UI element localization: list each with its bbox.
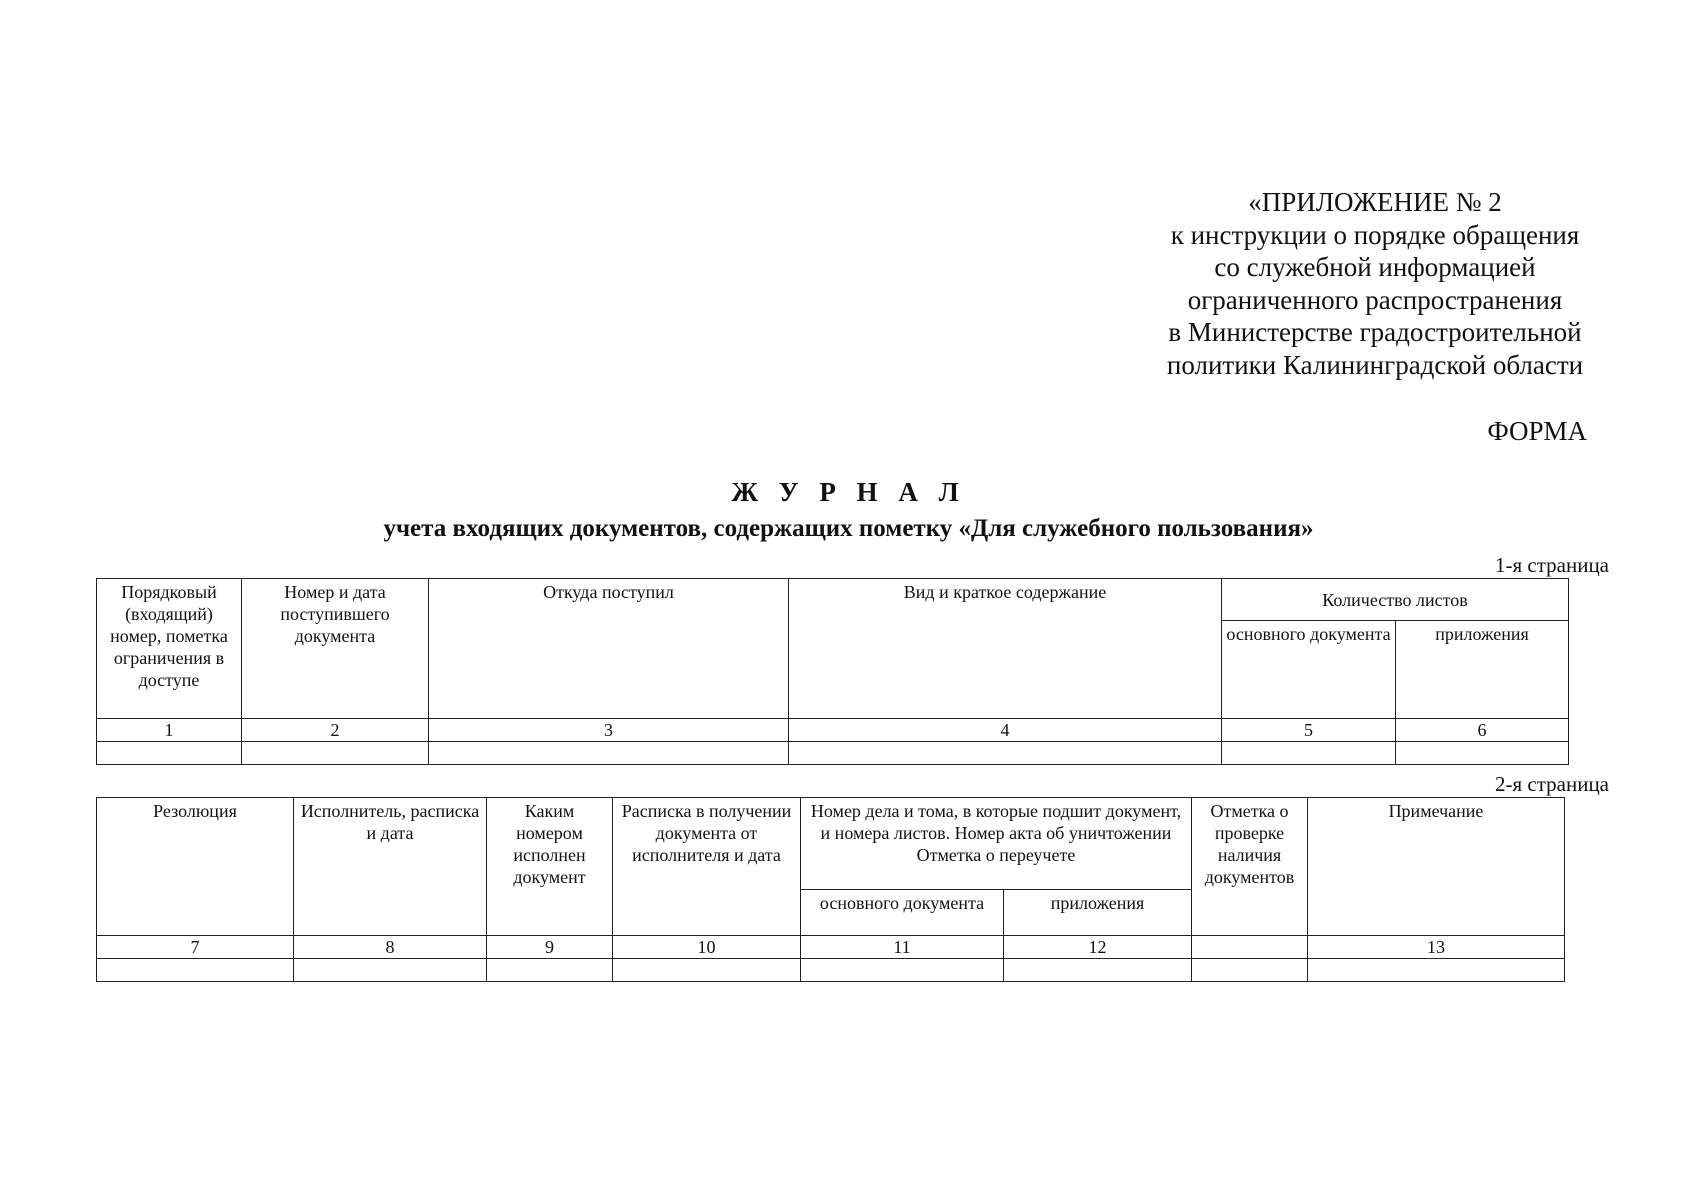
column-number: 12 bbox=[1004, 936, 1192, 959]
column-number: 9 bbox=[487, 936, 613, 959]
journal-subtitle: учета входящих документов, содержащих пометку «Для служебного пользования» bbox=[383, 515, 1314, 542]
appendix-line: к инструкции о порядке обращения bbox=[1170, 219, 1580, 250]
empty-cell bbox=[1192, 959, 1308, 982]
column-number bbox=[1192, 936, 1308, 959]
header-case-main: основного документа bbox=[801, 890, 1004, 936]
header-case-number: Номер дела и тома, в которые подшит документ, и номера листов. Номер акта об уничтожении Отметка о переучете bbox=[801, 798, 1192, 890]
column-number: 8 bbox=[294, 936, 487, 959]
column-number: 10 bbox=[613, 936, 801, 959]
page1-label: 1-я страница bbox=[1494, 553, 1609, 577]
table-row bbox=[97, 742, 1569, 765]
column-number: 7 bbox=[97, 936, 294, 959]
empty-cell bbox=[1222, 742, 1396, 765]
appendix-line: «ПРИЛОЖЕНИЕ № 2 bbox=[1248, 187, 1502, 217]
header-check-mark: Отметка о проверке наличия документов bbox=[1192, 798, 1308, 936]
appendix-line: со служебной информацией bbox=[1214, 252, 1536, 282]
column-number: 2 bbox=[242, 719, 429, 742]
column-number: 3 bbox=[429, 719, 789, 742]
header-execution-number: Каким номером исполнен документ bbox=[487, 798, 613, 936]
header-resolution: Резолюция bbox=[97, 798, 294, 936]
header-doc-number-date: Номер и дата поступившего документа bbox=[242, 579, 429, 719]
empty-cell bbox=[429, 742, 789, 765]
appendix-line: политики Калининградской области bbox=[1166, 349, 1584, 380]
empty-cell bbox=[242, 742, 429, 765]
header-note: Примечание bbox=[1308, 798, 1565, 936]
table-row bbox=[97, 959, 1565, 982]
header-case-appendix: приложения bbox=[1004, 890, 1192, 936]
empty-cell bbox=[801, 959, 1004, 982]
appendix-header bbox=[1120, 186, 1630, 381]
empty-cell bbox=[789, 742, 1222, 765]
header-sheets-appendix: приложения bbox=[1396, 621, 1569, 719]
empty-cell bbox=[1308, 959, 1565, 982]
empty-cell bbox=[613, 959, 801, 982]
column-number: 6 bbox=[1396, 719, 1569, 742]
appendix-line: в Министерстве градостроительной bbox=[1168, 317, 1582, 347]
empty-cell bbox=[487, 959, 613, 982]
empty-cell bbox=[97, 959, 294, 982]
page1-table bbox=[96, 578, 1569, 765]
column-number: 11 bbox=[801, 936, 1004, 959]
column-number: 5 bbox=[1222, 719, 1396, 742]
page2-table bbox=[96, 797, 1565, 982]
header-serial-number: Порядковый (входящий) номер, пометка ограничения в доступе bbox=[97, 579, 242, 719]
column-number: 4 bbox=[789, 719, 1222, 742]
header-sheets-main: основного документа bbox=[1222, 621, 1396, 719]
empty-cell bbox=[97, 742, 242, 765]
empty-cell bbox=[294, 959, 487, 982]
column-number: 13 bbox=[1308, 936, 1565, 959]
column-number: 1 bbox=[97, 719, 242, 742]
appendix-line: ограниченного распространения bbox=[1187, 284, 1563, 315]
header-receipt: Расписка в получении документа от исполнителя и дата bbox=[613, 798, 801, 936]
header-executor: Исполнитель, расписка и дата bbox=[294, 798, 487, 936]
page2-label: 2-я страница bbox=[1494, 772, 1609, 796]
header-received-from: Откуда поступил bbox=[429, 579, 789, 719]
empty-cell bbox=[1396, 742, 1569, 765]
empty-cell bbox=[1004, 959, 1192, 982]
header-sheet-count: Количество листов bbox=[1222, 579, 1569, 621]
journal-title: Ж У Р Н А Л bbox=[731, 477, 966, 507]
form-label: ФОРМА bbox=[1487, 416, 1587, 446]
header-type-content: Вид и краткое содержание bbox=[789, 579, 1222, 719]
